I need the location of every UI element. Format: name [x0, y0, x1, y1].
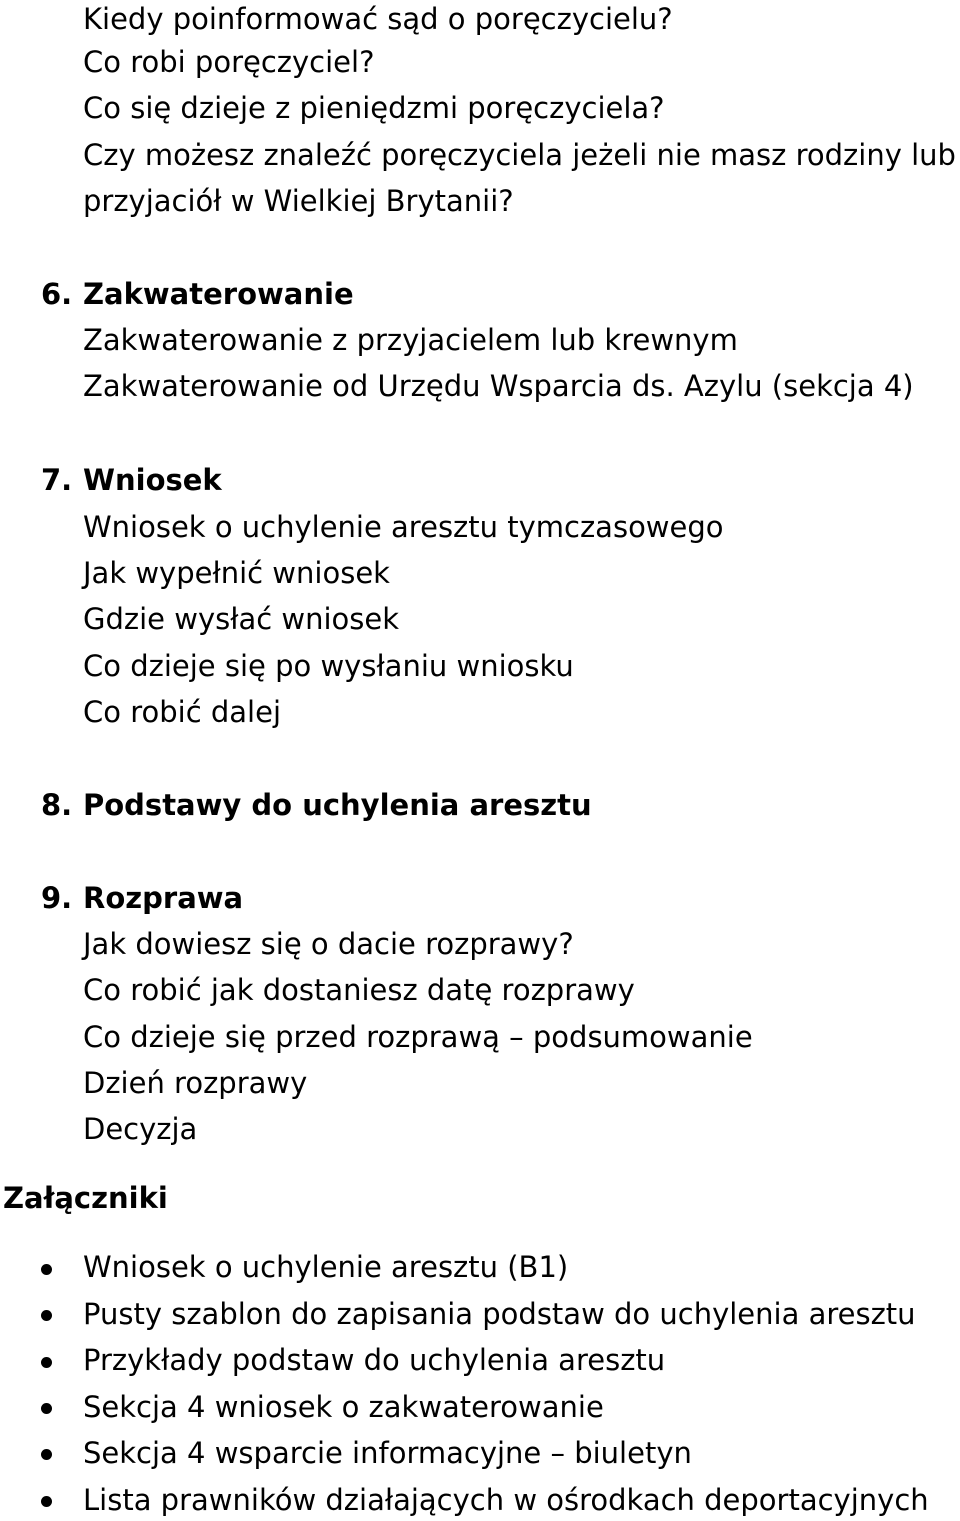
bullet-icon: [41, 1496, 52, 1507]
intro-line: przyjaciół w Wielkiej Brytanii?: [83, 184, 514, 218]
bullet-icon: [41, 1357, 52, 1368]
attachments-heading: Załączniki: [3, 1181, 168, 1215]
section-item[interactable]: Decyzja: [83, 1112, 198, 1146]
intro-line: Kiedy poinformować sąd o poręczycielu?: [83, 2, 673, 36]
attachment-item[interactable]: Pusty szablon do zapisania podstaw do uchylenia aresztu: [83, 1297, 916, 1331]
attachment-item[interactable]: Sekcja 4 wsparcie informacyjne – biuletyn: [83, 1436, 692, 1470]
intro-line: Czy możesz znaleźć poręczyciela jeżeli nie masz rodziny lub: [83, 138, 956, 172]
intro-line: Co robi poręczyciel?: [83, 45, 375, 79]
section-item[interactable]: Jak wypełnić wniosek: [83, 556, 390, 590]
section-item[interactable]: Co robić jak dostaniesz datę rozprawy: [83, 973, 635, 1007]
section-item[interactable]: Co robić dalej: [83, 695, 282, 729]
section-title-podstawy[interactable]: Podstawy do uchylenia aresztu: [83, 788, 592, 822]
section-item[interactable]: Zakwaterowanie z przyjacielem lub krewnym: [83, 323, 738, 357]
section-item[interactable]: Jak dowiesz się o dacie rozprawy?: [83, 927, 574, 961]
section-number: 9.: [41, 881, 73, 915]
section-item[interactable]: Gdzie wysłać wniosek: [83, 602, 400, 636]
attachment-item[interactable]: Sekcja 4 wniosek o zakwaterowanie: [83, 1390, 604, 1424]
bullet-icon: [41, 1310, 52, 1321]
section-number: 6.: [41, 277, 73, 311]
attachment-item[interactable]: Wniosek o uchylenie aresztu (B1): [83, 1250, 569, 1284]
section-number: 7.: [41, 463, 73, 497]
bullet-icon: [41, 1403, 52, 1414]
section-title-wniosek[interactable]: Wniosek: [83, 463, 222, 497]
section-item[interactable]: Co dzieje się przed rozprawą – podsumowanie: [83, 1020, 753, 1054]
section-item[interactable]: Zakwaterowanie od Urzędu Wsparcia ds. Azylu (sekcja 4): [83, 369, 914, 403]
section-title-zakwaterowanie[interactable]: Zakwaterowanie: [83, 277, 354, 311]
section-number: 8.: [41, 788, 73, 822]
section-title-rozprawa[interactable]: Rozprawa: [83, 881, 244, 915]
attachment-item[interactable]: Lista prawników działających w ośrodkach deportacyjnych: [83, 1483, 929, 1517]
section-item[interactable]: Wniosek o uchylenie aresztu tymczasowego: [83, 510, 724, 544]
attachment-item[interactable]: Przykłady podstaw do uchylenia aresztu: [83, 1343, 666, 1377]
intro-line: Co się dzieje z pieniędzmi poręczyciela?: [83, 91, 665, 125]
bullet-icon: [41, 1264, 52, 1275]
section-item[interactable]: Dzień rozprawy: [83, 1066, 308, 1100]
bullet-icon: [41, 1449, 52, 1460]
section-item[interactable]: Co dzieje się po wysłaniu wniosku: [83, 649, 574, 683]
